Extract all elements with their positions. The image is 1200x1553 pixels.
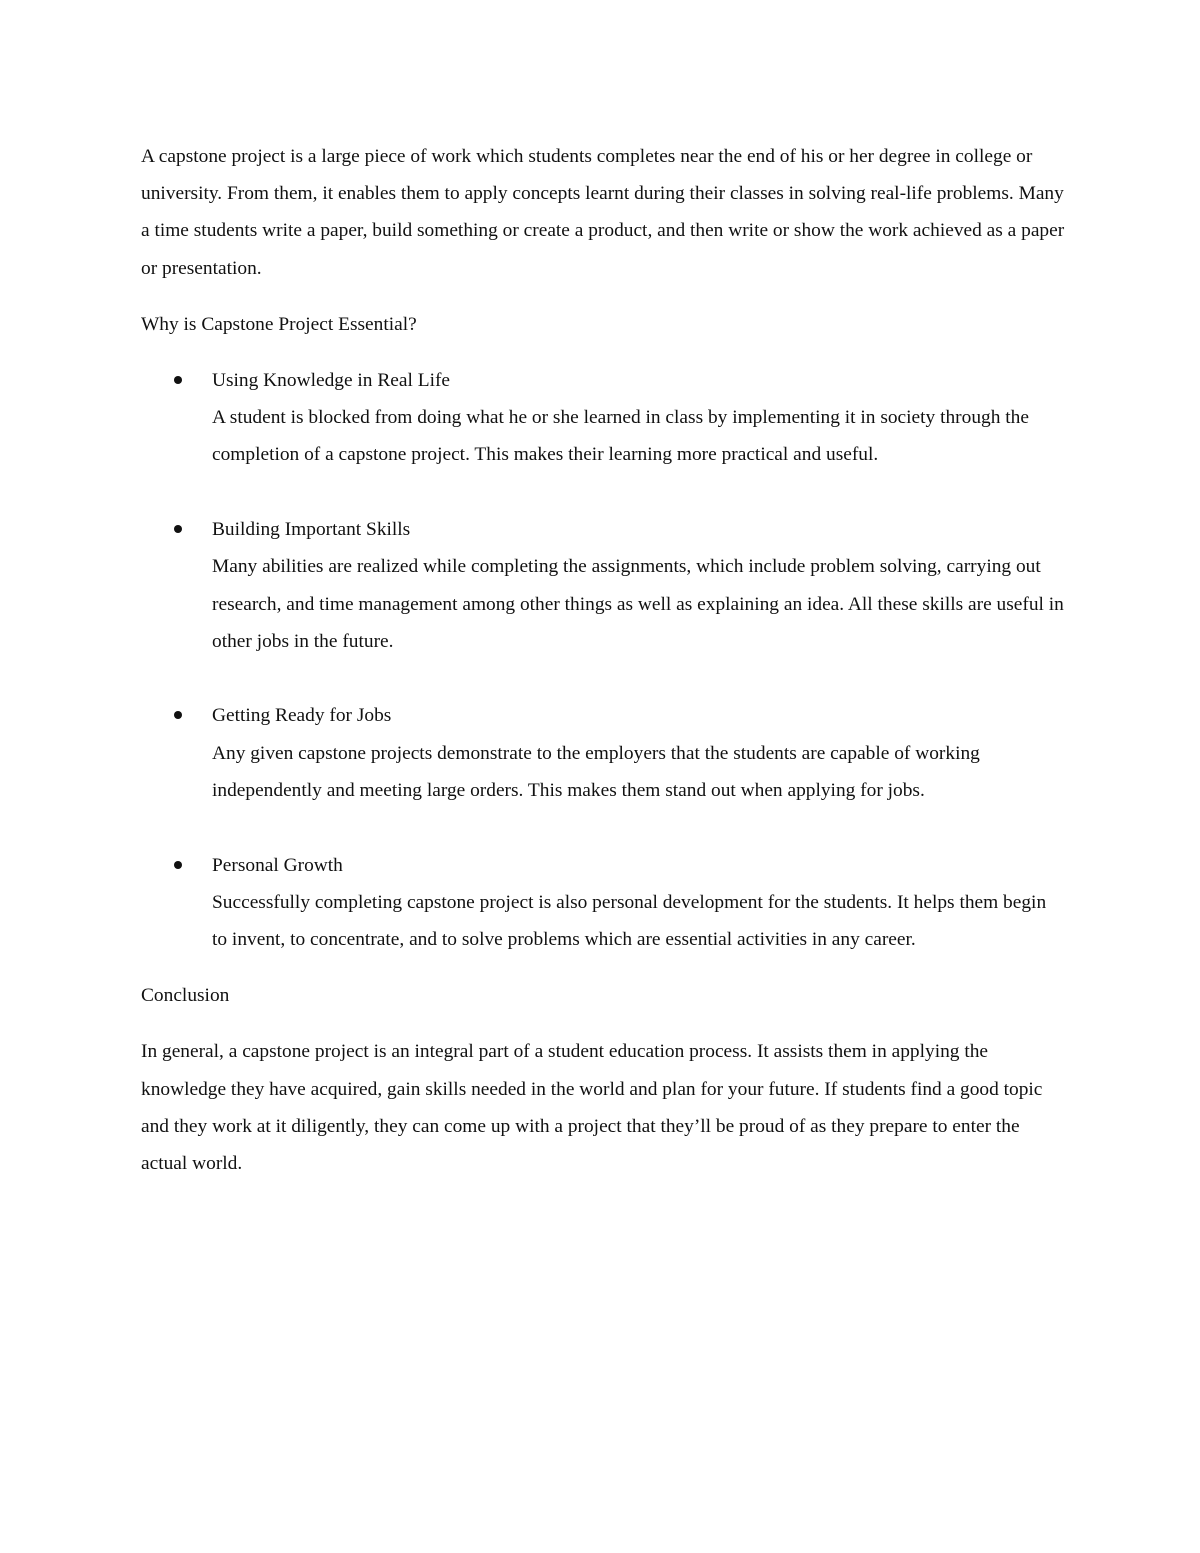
bullet-body: Any given capstone projects demonstrate to the employers that the students are capable of working independently and meeting large orders. This makes them stand out when applying for jobs. [212, 742, 980, 801]
bullet-body: Many abilities are realized while completing the assignments, which include problem solving, carrying out research, and time management among other things as well as explaining an idea. All these skills are useful in other jobs in the future. [212, 556, 1064, 652]
intro-paragraph: A capstone project is a large piece of work which students completes near the end of his or her degree in college or university. From them, it enables them to apply concepts learnt during their classes in solving real-life problems. Many a time students write a paper, build something or create a product, and then write or show the work achieved as a paper or presentation. [141, 146, 1065, 279]
bullet-icon [174, 525, 182, 533]
bullet-icon [174, 861, 182, 869]
conclusion-paragraph: In general, a capstone project is an integral part of a student education process. It assists them in applying the knowledge they have acquired, gain skills needed in the world and plan for your future. If students find a good topic and they work at it diligently, they can come up with a project that they’ll be proud of as they prepare to enter the actual world. [141, 1041, 1043, 1174]
bullet-icon [174, 711, 182, 719]
bullet-title: Getting Ready for Jobs [212, 705, 392, 727]
list-item [141, 847, 1066, 959]
bullet-title: Building Important Skills [212, 519, 411, 541]
list-item [141, 362, 1066, 474]
conclusion-heading: Conclusion [141, 985, 230, 1007]
list-item [141, 511, 1066, 660]
bullet-body: Successfully completing capstone project is also personal development for the students. It helps them begin to invent, to concentrate, and to solve problems which are essential activities in any career. [212, 891, 1047, 950]
bullet-title: Using Knowledge in Real Life [212, 370, 451, 392]
document-body [141, 138, 1066, 1182]
bullet-body: A student is blocked from doing what he or she learned in class by implementing it in society through the completion of a capstone project. This makes their learning more practical and useful. [212, 407, 1029, 466]
section-heading: Why is Capstone Project Essential? [141, 313, 417, 335]
bullet-list [141, 362, 1066, 958]
list-item [141, 697, 1066, 809]
bullet-icon [174, 376, 182, 384]
bullet-title: Personal Growth [212, 854, 343, 876]
